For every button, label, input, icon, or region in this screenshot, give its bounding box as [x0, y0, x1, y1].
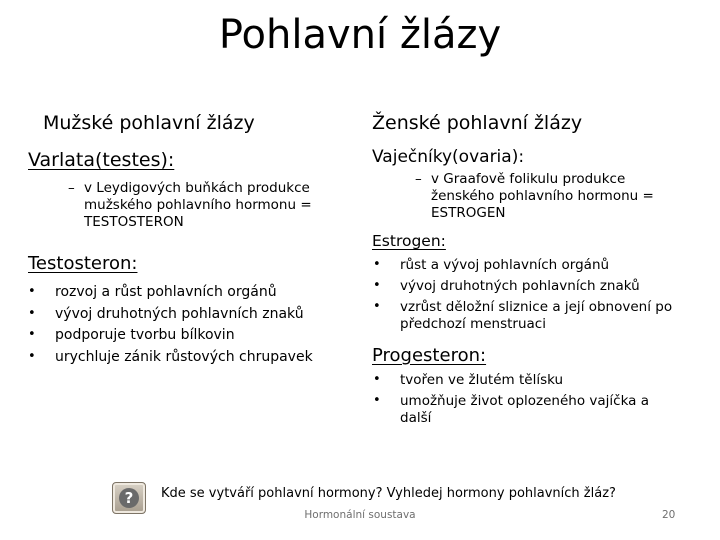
male-glands-header: Mužské pohlavní žlázy — [43, 112, 255, 134]
ovaria-heading: Vaječníky(ovaria): — [372, 147, 525, 167]
ovaria-description-text: v Graafově folikulu produkce ženského pohlavního hormonu = ESTROGEN — [431, 171, 654, 221]
testosteron-list — [28, 284, 335, 370]
list-item — [373, 298, 690, 333]
bullet-icon: • — [373, 277, 381, 293]
female-glands-header: Ženské pohlavní žlázy — [372, 112, 583, 134]
estrogen-list — [373, 257, 690, 337]
list-item — [28, 305, 335, 324]
list-item-text: tvořen ve žlutém tělísku — [400, 372, 564, 388]
testes-description — [68, 180, 344, 231]
list-item — [28, 284, 335, 302]
question-text: Kde se vytváří pohlavní hormony? Vyhledej hormony pohlavních žláz? — [161, 486, 616, 501]
list-item-text: vývoj druhotných pohlavních znaků — [400, 277, 640, 294]
list-item-text: umožňuje život oplozeného vajíčka a další — [400, 392, 649, 426]
footer-title: Hormonální soustava — [304, 509, 416, 521]
list-item-text: podporuje tvorbu bílkovin — [55, 327, 235, 343]
bullet-icon: • — [373, 372, 381, 387]
testes-description-text: v Leydigových buňkách produkce mužského pohlavního hormonu = TESTOSTERON — [84, 180, 312, 230]
list-item-text: růst a vývoj pohlavních orgánů — [400, 257, 610, 273]
list-item — [373, 257, 690, 274]
testosteron-heading: Testosteron: — [28, 253, 138, 274]
list-item — [373, 392, 670, 427]
list-item-text: urychluje zánik růstových chrupavek — [55, 348, 313, 365]
page-number: 20 — [662, 509, 676, 521]
list-item-text: vývoj druhotných pohlavních znaků — [55, 305, 304, 322]
page-title: Pohlavní žlázy — [218, 12, 502, 58]
bullet-icon: • — [28, 284, 36, 299]
dash-marker: – — [415, 171, 422, 187]
list-item — [28, 327, 335, 345]
list-item-text: rozvoj a růst pohlavních orgánů — [55, 284, 277, 300]
list-item-text: vzrůst děložní sliznice a její obnovení po předchozí menstruaci — [400, 298, 673, 332]
bullet-icon: • — [28, 305, 36, 321]
dash-marker: – — [68, 180, 75, 196]
progesteron-heading: Progesteron: — [372, 345, 487, 366]
bullet-icon: • — [28, 348, 36, 364]
bullet-icon: • — [28, 327, 36, 342]
bullet-icon: • — [373, 392, 381, 408]
ovaria-description — [415, 171, 671, 222]
testes-heading: Varlata(testes): — [28, 149, 175, 171]
bullet-icon: • — [373, 257, 381, 272]
list-item — [373, 372, 670, 389]
estrogen-heading: Estrogen: — [372, 232, 446, 250]
bullet-icon: • — [373, 298, 381, 314]
question-mark-icon[interactable]: ? — [112, 482, 146, 514]
list-item — [373, 277, 690, 295]
progesteron-list — [373, 372, 670, 431]
list-item — [28, 348, 335, 367]
